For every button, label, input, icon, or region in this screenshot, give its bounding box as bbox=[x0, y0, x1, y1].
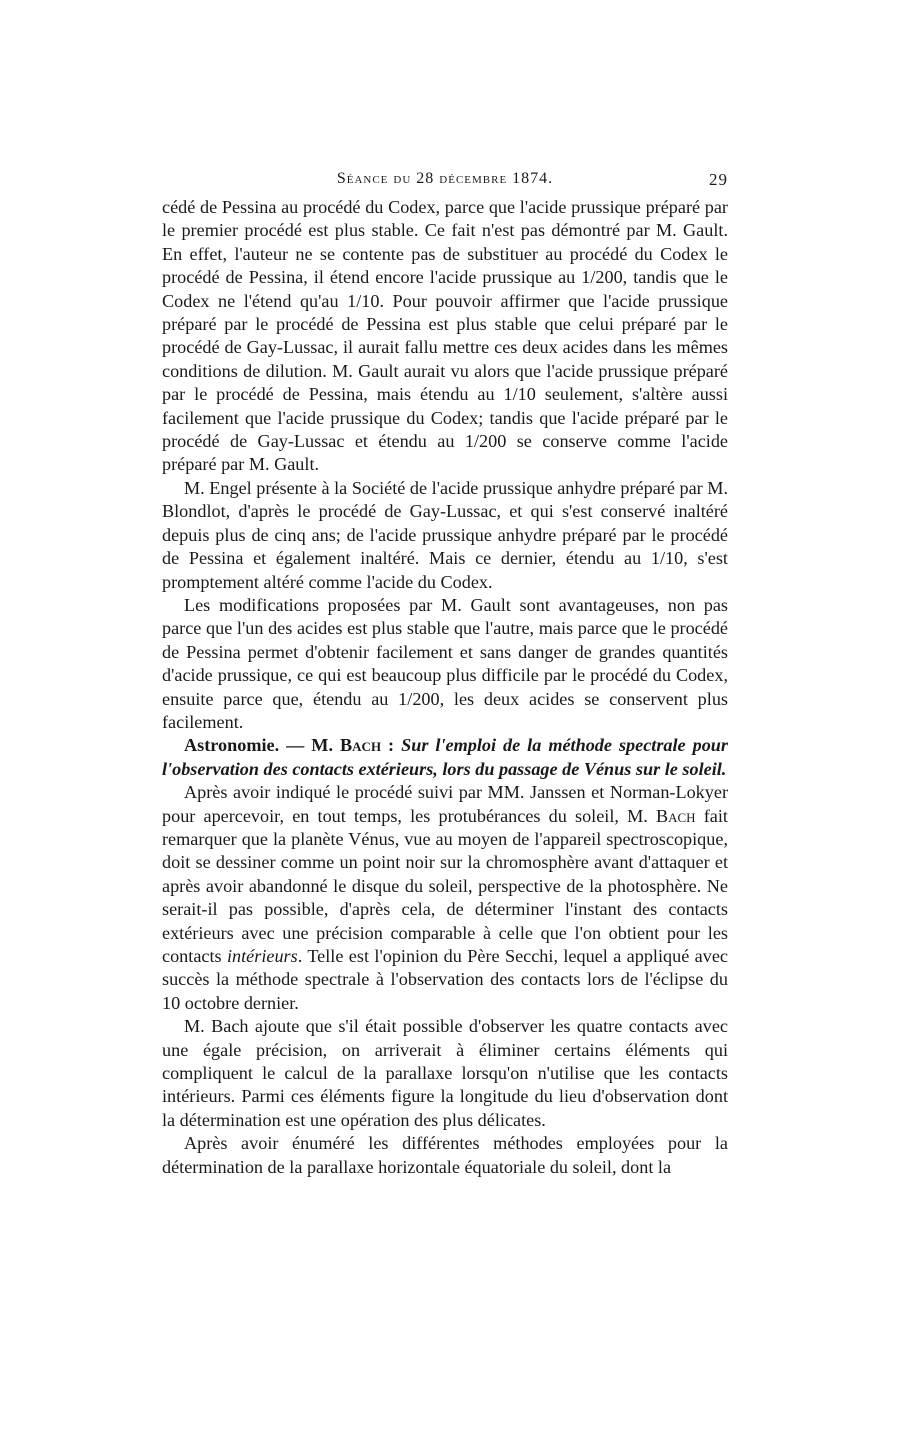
running-header bbox=[162, 170, 728, 194]
title-separator: : bbox=[381, 735, 402, 756]
paragraph-1: cédé de Pessina au procédé du Codex, parce que l'acide prussique préparé par le premier procédé est plus stable. Ce fait n'est pas démontré par M. Gault. En effet, l'auteur ne se contente pas de substituer au procédé du Codex le procédé de Pessina, il étend encore l'acide prussique au 1/200, tandis que le Codex ne l'étend qu'au 1/10. Pour pouvoir affirmer que l'acide prussique préparé par le procédé de Pessina est plus stable que celui préparé par le procédé de Gay-Lussac, il aurait fallu mettre ces deux acides dans les mêmes conditions de dilution. M. Gault aurait vu alors que l'acide prussique préparé par le procédé de Pessina, mais étendu au 1/10 seulement, s'altère aussi facilement que l'acide prussique du Codex; tandis que l'acide préparé par le procédé de Gay-Lussac et étendu au 1/200 se conserve comme l'acide préparé par M. Gault. bbox=[162, 197, 728, 475]
section-label: Astronomie. — M. bbox=[184, 735, 341, 756]
body-text bbox=[162, 196, 728, 1179]
paragraph-6: M. Bach ajoute que s'il était possible d'observer les quatre contacts avec une égale précision, on arriverait à éliminer certains éléments qui compliquent le calcul de la parallaxe lorsqu'on n'utilise que les contacts intérieurs. Parmi ces éléments figure la longitude du lieu d'observation dont la détermination est une opération des plus délicates. bbox=[162, 1016, 728, 1130]
author-name-inline: Bach bbox=[655, 805, 696, 826]
header-title: Séance du 28 décembre 1874. bbox=[336, 170, 554, 187]
paragraph-5 bbox=[162, 781, 728, 1015]
paragraph-5-italic: intérieurs bbox=[226, 946, 298, 966]
paragraph-5-part-c: . Telle est l'opinion du Père Secchi, lequel a appliqué avec succès la méthode spectrale à l'observation des contacts lors de l'éclipse du 10 octobre dernier. bbox=[162, 946, 728, 1013]
page-number: 29 bbox=[709, 170, 728, 189]
author-name: Bach bbox=[340, 735, 382, 756]
paragraph-5-part-b: fait remarquer que la planète Vénus, vue au moyen de l'appareil spectroscopique, doit se dessiner comme un point noir sur la chromosphère avant d'attaquer et après avoir abandonné le disque du soleil, perspective de la photosphère. Ne serait-il pas possible, d'après cela, de déterminer l'instant des contacts extérieurs avec une précision comparable à celle que l'on obtient pour les contacts bbox=[162, 805, 728, 966]
communication-title: Sur l'emploi de la méthode spectrale pour l'observation des contacts extérieurs, lors du passage de Vénus sur le soleil. bbox=[162, 735, 729, 779]
paragraph-astronomie bbox=[162, 734, 728, 781]
paragraph-3: Les modifications proposées par M. Gault sont avantageuses, non pas parce que l'un des acides est plus stable que l'autre, mais parce que le procédé de Pessina permet d'obtenir facilement et sans danger de grandes quantités d'acide prussique, ce qui est beaucoup plus difficile par le procédé du Codex, ensuite parce que, étendu au 1/200, les deux acides se conservent plus facilement. bbox=[162, 594, 728, 732]
paragraph-7: Après avoir énuméré les différentes méthodes employées pour la détermination de la parallaxe horizontale équatoriale du soleil, dont la bbox=[162, 1133, 728, 1177]
paragraph-2: M. Engel présente à la Société de l'acide prussique anhydre préparé par M. Blondlot, d'après le procédé de Gay-Lussac, et qui s'est conservé inaltéré depuis plus de cinq ans; de l'acide prussique anhydre préparé par le procédé de Pessina et également inaltéré. Mais ce dernier, étendu au 1/10, s'est promptement altéré comme l'acide du Codex. bbox=[162, 477, 728, 592]
paragraph-5-part-a: Après avoir indiqué le procédé suivi par MM. Janssen et Norman-Lokyer pour apercevoir, en tout temps, les protubérances du soleil, M. bbox=[162, 782, 728, 826]
